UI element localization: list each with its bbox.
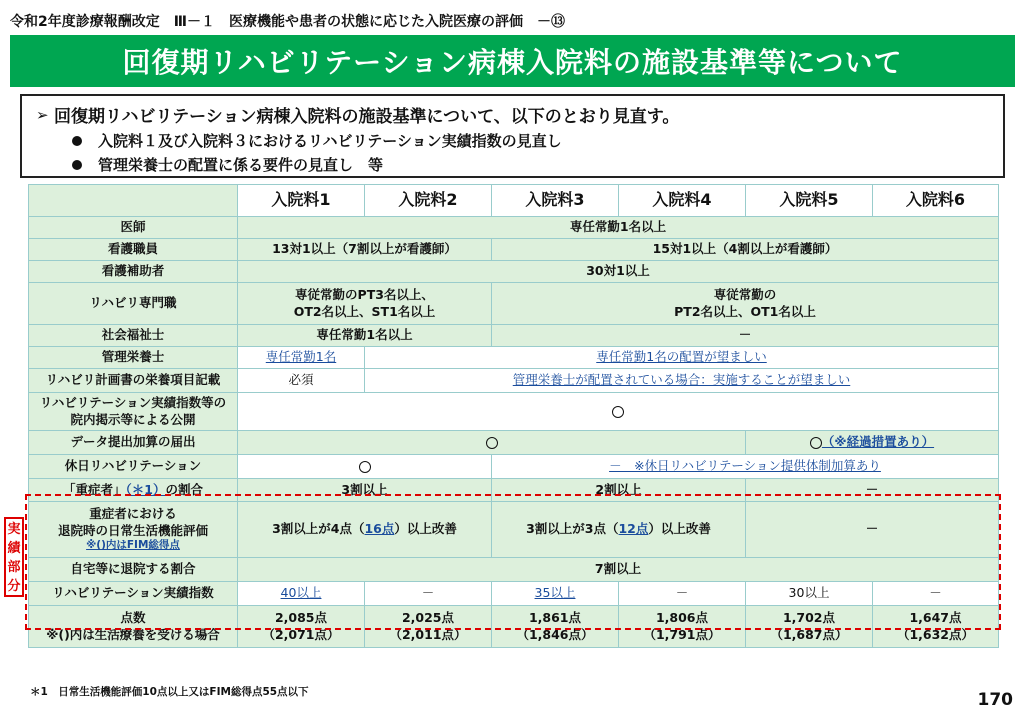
table-row (29, 347, 999, 369)
table-row (29, 369, 999, 393)
cell (238, 502, 492, 558)
standards-table (28, 184, 999, 648)
circle-mark-icon (612, 406, 624, 418)
points-alt: （1,791点） (643, 626, 721, 642)
row-label: リハビリ計画書の栄養項目記載 (29, 369, 238, 393)
points-alt: （1,632点） (896, 626, 975, 642)
row-label-line: ※()内は生活療養を受ける場合 (46, 626, 220, 642)
cell (238, 393, 999, 431)
page-number: 170 (977, 690, 1013, 710)
table-row (29, 325, 999, 347)
cell (492, 455, 999, 479)
performance-section-label: 実績部分 (4, 517, 24, 597)
table-row (29, 455, 999, 479)
points-cell (365, 606, 492, 648)
cell (238, 283, 492, 325)
col-header: 入院料3 (492, 185, 619, 217)
col-header: 入院料1 (238, 185, 365, 217)
summary-bullet-text: 入院料１及び入院料３におけるリハビリテーション実績指数の見直し (98, 132, 562, 150)
summary-main-text: 回復期リハビリテーション病棟入院料の施設基準について、以下のとおり見直す。 (54, 107, 680, 127)
cell-line: OT2名以上、ST1名以上 (293, 303, 436, 319)
cell: 30対1以上 (238, 261, 999, 283)
row-label: 看護補助者 (29, 261, 238, 283)
row-label (29, 502, 238, 558)
points-cell (746, 606, 873, 648)
row-label-note: ※()内はFIM総得点 (86, 538, 180, 551)
table-row (29, 393, 999, 431)
row-label: リハビリ専門職 (29, 283, 238, 325)
row-label (29, 479, 238, 502)
row-label-line: 重症者における (89, 506, 177, 522)
cell (238, 582, 365, 606)
cell: 専任常勤1名以上 (238, 217, 999, 239)
arrow-icon: ➢ (36, 105, 49, 124)
cell-part: 3割以上が3点（ (526, 521, 619, 537)
cell (746, 431, 999, 455)
cell (365, 347, 999, 369)
cell-link-text: 専任常勤1名 (265, 349, 337, 365)
row-label-line: 院内掲示等による公開 (70, 411, 196, 427)
cell: 30以上 (746, 582, 873, 606)
row-label-line: 退院時の日常生活機能評価 (57, 522, 208, 538)
row-label: リハビリテーション実績指数 (29, 582, 238, 606)
table-row (29, 606, 999, 648)
row-label: 医師 (29, 217, 238, 239)
table-row (29, 261, 999, 283)
points-cell (492, 606, 619, 648)
row-label: 休日リハビリテーション (29, 455, 238, 479)
row-label (29, 606, 238, 648)
cell-part: ）以上改善 (394, 521, 457, 537)
col-header: 入院料4 (619, 185, 746, 217)
points-value: 2,025点 (401, 610, 455, 626)
table-row (29, 239, 999, 261)
cell-link-text: 12点 (618, 521, 649, 537)
bullet-icon (72, 136, 82, 146)
cell: － (873, 582, 999, 606)
cell-line: PT2名以上、OT1名以上 (674, 303, 816, 319)
summary-bullet-text: 管理栄養士の配置に係る要件の見直し 等 (98, 156, 384, 174)
cell (492, 283, 999, 325)
row-label-line: 点数 (120, 610, 146, 626)
row-label-part: 「重症者」 (63, 481, 126, 497)
cell: 15対1以上（4割以上が看護師） (492, 239, 999, 261)
points-alt: （2,011点） (389, 626, 467, 642)
points-alt: （1,687点） (770, 626, 848, 642)
summary-bullet (72, 130, 989, 151)
cell: 専任常勤1名以上 (238, 325, 492, 347)
table-row (29, 558, 999, 582)
cell-part: ）以上改善 (648, 521, 711, 537)
cell-line: 専従常勤のPT3名以上、 (295, 287, 434, 303)
points-value: 2,085点 (274, 610, 328, 626)
points-cell (873, 606, 999, 648)
cell-link-text: － ※休日リハビリテーション提供体制加算あり (609, 458, 881, 474)
cell-link-text: （※経過措置あり） (821, 434, 935, 450)
points-value: 1,861点 (528, 610, 582, 626)
row-label: 自宅等に退院する割合 (29, 558, 238, 582)
cell (365, 369, 999, 393)
cell (238, 347, 365, 369)
corner-cell (29, 185, 238, 217)
title-banner: 回復期リハビリテーション病棟入院料の施設基準等について (10, 35, 1015, 87)
cell: － (365, 582, 492, 606)
cell: 必須 (238, 369, 365, 393)
cell-link-text: 専任常勤1名の配置が望ましい (596, 349, 767, 365)
circle-mark-icon (486, 437, 498, 449)
row-label: 管理栄養士 (29, 347, 238, 369)
table-header-row (29, 185, 999, 217)
cell: － (492, 325, 999, 347)
points-alt: （1,846点） (516, 626, 594, 642)
cell: 13対1以上（7割以上が看護師） (238, 239, 492, 261)
table-row (29, 502, 999, 558)
row-label-part: の割合 (165, 481, 203, 497)
cell (492, 582, 619, 606)
row-label: 社会福祉士 (29, 325, 238, 347)
table-row (29, 582, 999, 606)
cell-link-text: 管理栄養士が配置されている場合：実施することが望ましい (512, 372, 851, 388)
circle-mark-icon (359, 461, 371, 473)
cell-line: 専従常勤の (713, 287, 777, 303)
row-label-line: リハビリテーション実績指数等の (39, 395, 227, 411)
cell: 3割以上 (238, 479, 492, 502)
row-label (29, 393, 238, 431)
bullet-icon (72, 160, 82, 170)
points-value: 1,647点 (909, 610, 962, 626)
cell: 7割以上 (238, 558, 999, 582)
cell-link-text: 40以上 (280, 585, 322, 601)
table-row (29, 283, 999, 325)
points-value: 1,702点 (782, 610, 836, 626)
cell-link-text: 16点 (364, 521, 395, 537)
cell (238, 431, 746, 455)
slide-header: 令和2年度診療報酬改定 Ⅲ－１ 医療機能や患者の状態に応じた入院医療の評価 －⑬ (10, 14, 565, 30)
points-value: 1,806点 (655, 610, 709, 626)
table-row (29, 479, 999, 502)
footnote: ＊1 日常生活機能評価10点以上又はFIM総得点55点以下 (30, 686, 309, 698)
table-row (29, 217, 999, 239)
points-cell (238, 606, 365, 648)
cell (492, 502, 746, 558)
circle-mark-icon (810, 437, 822, 449)
cell-part: 3割以上が4点（ (272, 521, 365, 537)
cell: － (619, 582, 746, 606)
row-label: 看護職員 (29, 239, 238, 261)
col-header: 入院料5 (746, 185, 873, 217)
row-label: データ提出加算の届出 (29, 431, 238, 455)
footnote-ref: （＊1） (125, 481, 166, 497)
cell: － (746, 479, 999, 502)
cell: － (746, 502, 999, 558)
points-cell (619, 606, 746, 648)
summary-box (20, 94, 1005, 178)
table-row (29, 431, 999, 455)
cell-link-text: 35以上 (534, 585, 576, 601)
cell (238, 455, 492, 479)
summary-bullet (72, 154, 989, 175)
col-header: 入院料2 (365, 185, 492, 217)
cell: 2割以上 (492, 479, 746, 502)
col-header: 入院料6 (873, 185, 999, 217)
summary-main (36, 102, 989, 127)
points-alt: （2,071点） (262, 626, 340, 642)
